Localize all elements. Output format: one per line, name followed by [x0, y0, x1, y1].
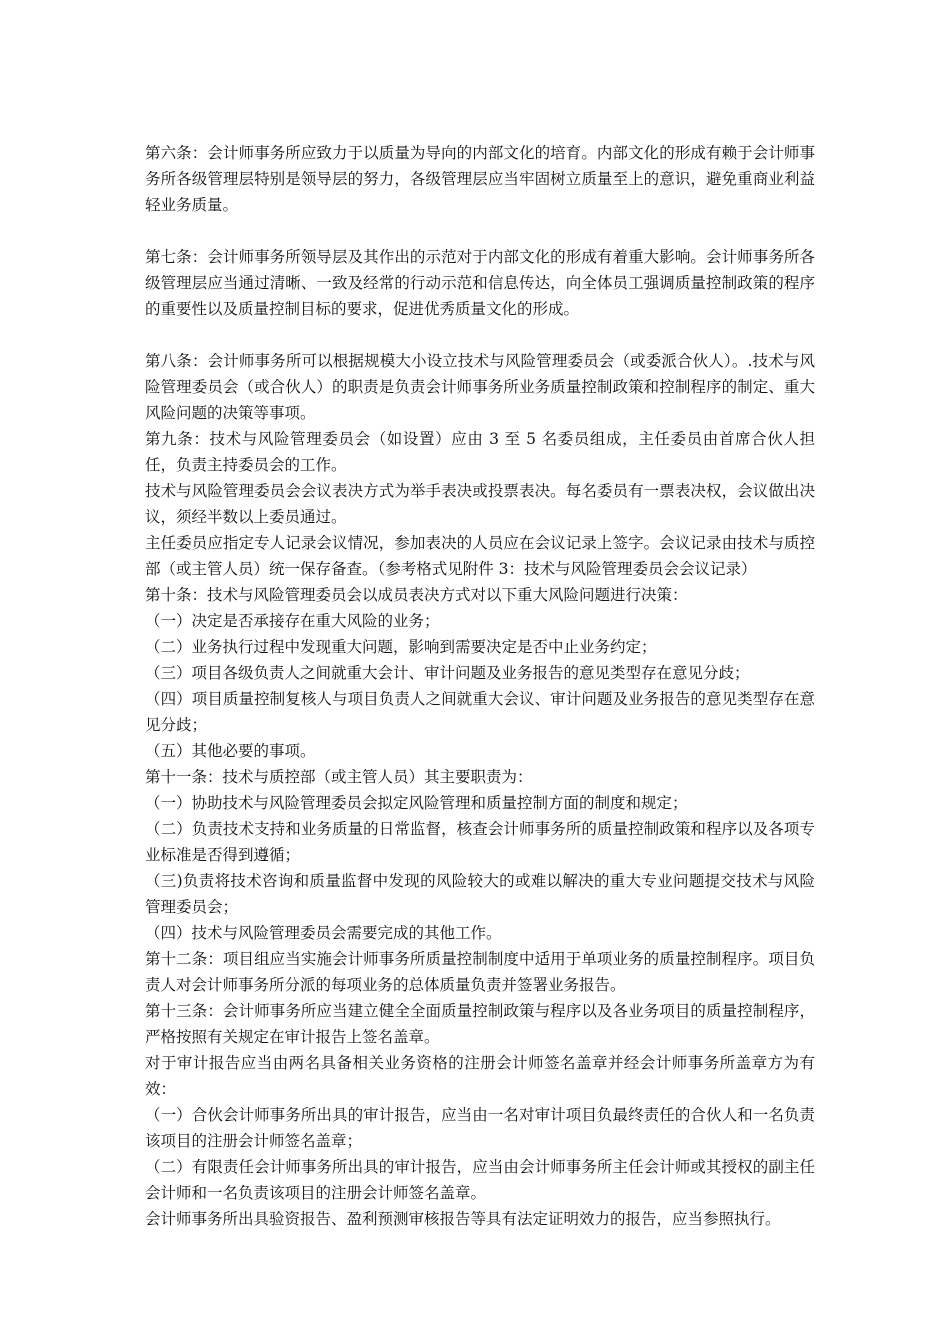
article-11-paragraph: 第十一条：技术与质控部（或主管人员）其主要职责为： — [145, 768, 533, 786]
voting-method-paragraph: 技术与风险管理委员会会议表决方式为举手表决或投票表决。每名委员有一票表决权，会议做出决议，须经半数以上委员通过。 — [145, 482, 815, 526]
list-item: （一）决定是否承接存在重大风险的业务； — [145, 612, 440, 630]
article-7-paragraph: 第七条：会计师事务所领导层及其作出的示范对于内部文化的形成有着重大影响。会计师事务所各级管理层应当通过清晰、一致及经常的行动示范和信息传达，向全体员工强调质量控制政策的程序的重要性以及质量控制目标的要求，促进优秀质量文化的形成。 — [145, 248, 815, 318]
article-13-paragraph: 第十三条：会计师事务所应当建立健全全面质量控制政策与程序以及各业务项目的质量控制程序，严格按照有关规定在审计报告上签名盖章。 — [145, 1002, 815, 1046]
list-item: （三)负责将技术咨询和质量监督中发现的风险较大的或难以解决的重大专业问题提交技术与风险管理委员会； — [145, 872, 815, 916]
meeting-record-paragraph: 主任委员应指定专人记录会议情况，参加表决的人员应在会议记录上签字。会议记录由技术与质控部（或主管人员）统一保存备查。（参考格式见附件 3：技术与风险管理委员会会议记录） — [145, 534, 815, 578]
closing-paragraph: 会计师事务所出具验资报告、盈利预测审核报告等具有法定证明效力的报告，应当参照执行。 — [145, 1210, 781, 1228]
article-12-paragraph: 第十二条：项目组应当实施会计师事务所质量控制制度中适用于单项业务的质量控制程序。项目负责人对会计师事务所分派的每项业务的总体质量负责并签署业务报告。 — [145, 950, 815, 994]
list-item: （二）业务执行过程中发现重大问题，影响到需要决定是否中止业务约定； — [145, 638, 657, 656]
list-item: （一）协助技术与风险管理委员会拟定风险管理和质量控制方面的制度和规定； — [145, 794, 688, 812]
article-8-paragraph: 第八条：会计师事务所可以根据规模大小设立技术与风险管理委员会（或委派合伙人）。.技术与风险管理委员会（或合伙人）的职责是负责会计师事务所业务质量控制政策和控制程序的制定、重大风险问题的决策等事项。 — [145, 352, 815, 422]
list-item: （五）其他必要的事项。 — [145, 742, 316, 760]
list-item: （二）负责技术支持和业务质量的日常监督，核查会计师事务所的质量控制政策和程序以及各项专业标准是否得到遵循； — [145, 820, 815, 864]
list-item: （三）项目各级负责人之间就重大会计、审计问题及业务报告的意见类型存在意见分歧； — [145, 664, 750, 682]
list-item: （二）有限责任会计师事务所出具的审计报告，应当由会计师事务所主任会计师或其授权的副主任会计师和一名负责该项目的注册会计师签名盖章。 — [145, 1158, 815, 1202]
article-6-paragraph: 第六条：会计师事务所应致力于以质量为导向的内部文化的培育。内部文化的形成有赖于会计师事务所各级管理层特别是领导层的努力，各级管理层应当牢固树立质量至上的意识，避免重商业利益轻业务质量。 — [145, 144, 815, 214]
audit-report-validity-paragraph: 对于审计报告应当由两名具备相关业务资格的注册会计师签名盖章并经会计师事务所盖章方为有效： — [145, 1054, 815, 1098]
list-item: （一）合伙会计师事务所出具的审计报告，应当由一名对审计项目负最终责任的合伙人和一名负责该项目的注册会计师签名盖章； — [145, 1106, 815, 1150]
list-item: （四）项目质量控制复核人与项目负责人之间就重大会议、审计问题及业务报告的意见类型存在意见分歧； — [145, 690, 815, 734]
document-body — [145, 140, 815, 1232]
list-item: （四）技术与风险管理委员会需要完成的其他工作。 — [145, 924, 502, 942]
article-9-paragraph: 第九条：技术与风险管理委员会（如设置）应由 3 至 5 名委员组成，主任委员由首席合伙人担任，负责主持委员会的工作。 — [145, 430, 815, 474]
article-10-paragraph: 第十条：技术与风险管理委员会以成员表决方式对以下重大风险问题进行决策： — [145, 586, 688, 604]
